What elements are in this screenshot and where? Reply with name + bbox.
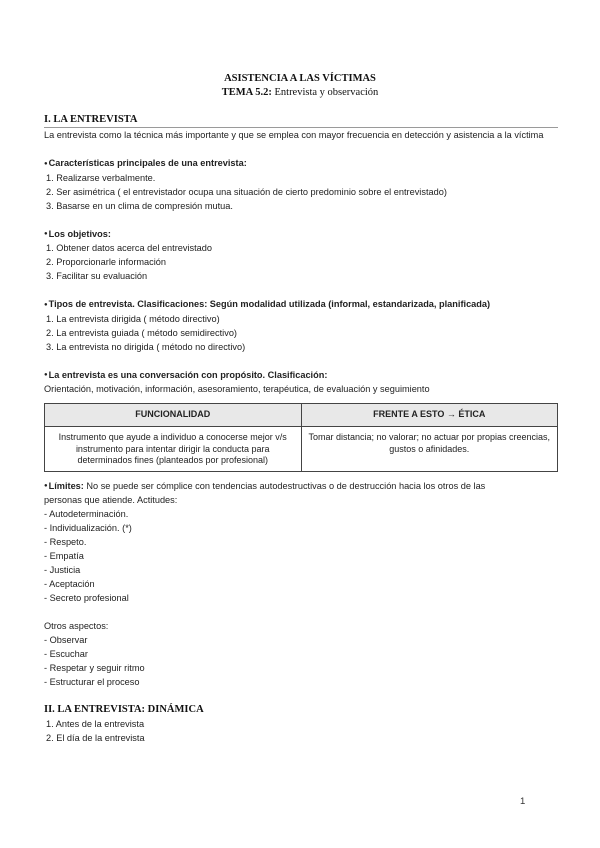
objectives-heading: ● Los objetivos: (44, 227, 558, 242)
purpose-heading: ● La entrevista es una conversación con propósito. Clasificación: (44, 368, 558, 383)
list-item: 1. Realizarse verbalmente. (46, 172, 156, 183)
dynamics-list (44, 717, 558, 745)
table-header-ethics: FRENTE A ESTO → ÉTICA (301, 404, 558, 427)
section-title-entrevista: I. LA ENTREVISTA (44, 113, 558, 128)
document-subtitle (0, 86, 600, 100)
other-aspects-list (44, 633, 558, 689)
list-item: - Justicia (44, 565, 81, 575)
list-item: 3. La entrevista no dirigida ( método no directivo) (46, 341, 246, 352)
list-item: 1. Obtener datos acerca del entrevistado (46, 243, 212, 253)
limits-text-line2: personas que atiende. Actitudes: (44, 495, 178, 505)
purpose-text: Orientación, motivación, información, asesoramiento, terapéutica, de evaluación y seguimiento (44, 384, 430, 394)
list-item: 2. Proporcionarle información (46, 257, 167, 267)
list-item: 2. La entrevista guiada ( método semidirectivo) (46, 327, 237, 338)
list-item: - Individualización. (*) (44, 523, 132, 533)
characteristics-list (44, 171, 558, 213)
table-cell-functionality: Instrumento que ayude a individuo a conocerse mejor v/s instrumento para intentar dirigir la conducta para determinados fines (planteados por profesional) (45, 427, 302, 472)
list-item: 1. La entrevista dirigida ( método directivo) (46, 313, 220, 324)
table-header-functionality: FUNCIONALIDAD (45, 404, 302, 427)
types-list (44, 312, 558, 354)
table-row (45, 427, 558, 472)
characteristics-heading: ● Características principales de una entrevista: (44, 156, 558, 171)
table-header-row (45, 404, 558, 427)
list-item: - Observar (44, 635, 88, 645)
list-item: - Escuchar (44, 649, 88, 659)
list-item: - Estructurar el proceso (44, 677, 140, 687)
functionality-ethics-table (44, 403, 558, 472)
limits-paragraph (44, 479, 558, 494)
list-item: 2. El día de la entrevista (46, 733, 145, 743)
topic-name: Entrevista y observación (271, 87, 379, 98)
list-item: - Autodeterminación. (44, 509, 129, 519)
other-aspects-heading: Otros aspectos: (44, 621, 109, 631)
intro-paragraph: La entrevista como la técnica más importante y que se emplea con mayor frecuencia en detección y asistencia a la víctima (44, 130, 544, 140)
list-item: - Respeto. (44, 537, 87, 547)
document-title: ASISTENCIA A LAS VÍCTIMAS (224, 73, 376, 84)
list-item: - Secreto profesional (44, 593, 129, 603)
objectives-list (44, 241, 558, 283)
limits-heading: ● Límites: (44, 481, 84, 491)
table-cell-ethics: Tomar distancia; no valorar; no actuar por propias creencias, gustos o afinidades. (301, 427, 558, 472)
types-heading: ● Tipos de entrevista. Clasificaciones: Según modalidad utilizada (informal, estandarizada, planificada) (44, 297, 558, 312)
page-number: 1 (520, 796, 526, 807)
attitudes-list (44, 507, 558, 605)
list-item: - Empatía (44, 551, 84, 561)
list-item: 3. Facilitar su evaluación (46, 271, 148, 281)
list-item: - Respetar y seguir ritmo (44, 663, 145, 673)
limits-text-line1: No se puede ser cómplice con tendencias autodestructivas o de destrucción hacia los otros de las (83, 480, 486, 491)
list-item: 3. Basarse en un clima de compresión mutua. (46, 200, 233, 211)
document-body (44, 113, 558, 745)
topic-number: TEMA 5.2: (221, 87, 272, 98)
document-header (0, 72, 600, 100)
list-item: 1. Antes de la entrevista (46, 719, 145, 729)
section-title-dinamica: II. LA ENTREVISTA: DINÁMICA (44, 704, 204, 715)
list-item: - Aceptación (44, 579, 95, 589)
list-item: 2. Ser asimétrica ( el entrevistador ocupa una situación de cierto predominio sobre el entrevistado) (46, 186, 447, 197)
